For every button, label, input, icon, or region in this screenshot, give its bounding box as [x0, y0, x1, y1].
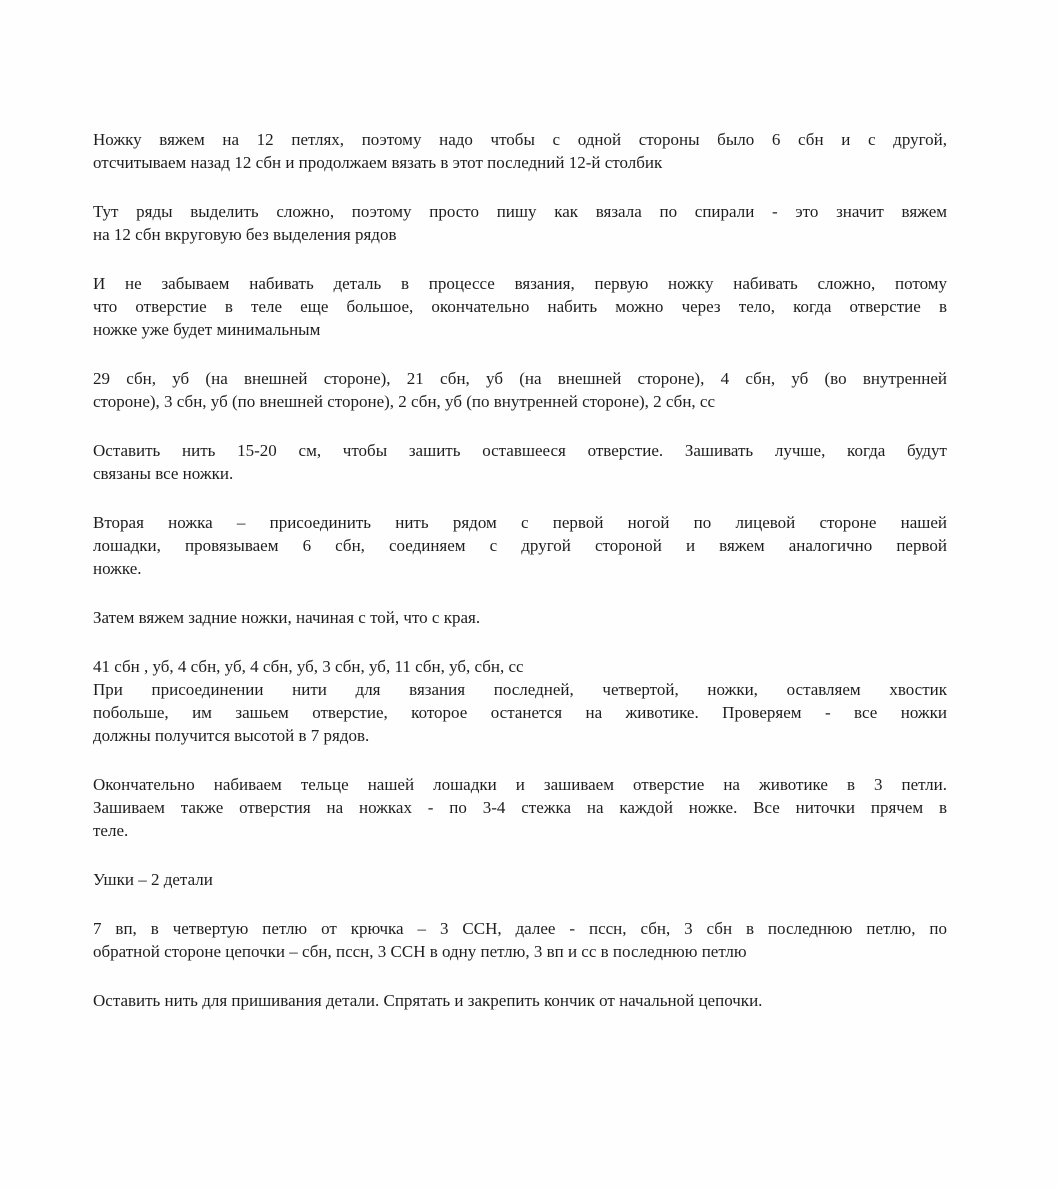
- paragraph-5: [93, 439, 947, 485]
- paragraph-11: [93, 868, 947, 891]
- paragraph-9-line-3: должны получится высотой в 7 рядов.: [93, 726, 370, 745]
- paragraph-12-line-2: обратной стороне цепочки – сбн, пссн, 3 ССН в одну петлю, 3 вп и сс в последнюю петлю: [93, 942, 747, 961]
- paragraph-3: [93, 272, 947, 341]
- paragraph-6-line-2: лошадки, провязываем 6 сбн, соединяем с другой стороной и вяжем аналогично первой: [93, 536, 947, 555]
- paragraph-6-line-1: Вторая ножка – присоединить нить рядом с первой ногой по лицевой стороне нашей: [93, 513, 947, 532]
- paragraph-8-line-1: 41 сбн , уб, 4 сбн, уб, 4 сбн, уб, 3 сбн, уб, 11 сбн, уб, сбн, сс: [93, 657, 524, 676]
- paragraph-4-line-2: стороне), 3 сбн, уб (по внешней стороне), 2 сбн, уб (по внутренней стороне), 2 сбн, сс: [93, 392, 716, 411]
- paragraph-7-line-1: Затем вяжем задние ножки, начиная с той, что с края.: [93, 608, 481, 627]
- paragraph-4: [93, 367, 947, 413]
- paragraph-10-line-2: Зашиваем также отверстия на ножках - по 3-4 стежка на каждой ножке. Все ниточки прячем в: [93, 798, 947, 817]
- paragraph-9: [93, 678, 947, 747]
- paragraph-8: [93, 655, 947, 678]
- paragraph-5-line-1: Оставить нить 15-20 см, чтобы зашить оставшееся отверстие. Зашивать лучше, когда будут: [93, 441, 947, 460]
- paragraph-3-line-2: что отверстие в теле еще большое, окончательно набить можно через тело, когда отверстие в: [93, 297, 947, 316]
- paragraph-2-line-1: Тут ряды выделить сложно, поэтому просто пишу как вязала по спирали - это значит вяжем: [93, 202, 947, 221]
- paragraph-5-line-2: связаны все ножки.: [93, 464, 234, 483]
- paragraph-2: [93, 200, 947, 246]
- paragraph-3-line-3: ножке уже будет минимальным: [93, 320, 321, 339]
- paragraph-10-line-1: Окончательно набиваем тельце нашей лошадки и зашиваем отверстие на животике в 3 петли.: [93, 775, 947, 794]
- paragraph-10-line-3: теле.: [93, 821, 129, 840]
- paragraph-3-line-1: И не забываем набивать деталь в процессе вязания, первую ножку набивать сложно, потому: [93, 274, 947, 293]
- paragraph-9-line-2: побольше, им зашьем отверстие, которое останется на животике. Проверяем - все ножки: [93, 703, 947, 722]
- paragraph-1: [93, 128, 947, 174]
- paragraph-4-line-1: 29 сбн, уб (на внешней стороне), 21 сбн, уб (на внешней стороне), 4 сбн, уб (во внутренней: [93, 369, 947, 388]
- paragraph-11-line-1: Ушки – 2 детали: [93, 870, 213, 889]
- paragraph-12: [93, 917, 947, 963]
- paragraph-6-line-3: ножке.: [93, 559, 142, 578]
- paragraph-1-line-2: отсчитываем назад 12 сбн и продолжаем вязать в этот последний 12-й столбик: [93, 153, 663, 172]
- paragraph-1-line-1: Ножку вяжем на 12 петлях, поэтому надо чтобы с одной стороны было 6 сбн и с другой,: [93, 130, 947, 149]
- paragraph-9-line-1: При присоединении нити для вязания последней, четвертой, ножки, оставляем хвостик: [93, 680, 947, 699]
- paragraph-6: [93, 511, 947, 580]
- paragraph-7: [93, 606, 947, 629]
- paragraph-2-line-2: на 12 сбн вкруговую без выделения рядов: [93, 225, 397, 244]
- paragraph-13: [93, 989, 947, 1012]
- paragraph-12-line-1: 7 вп, в четвертую петлю от крючка – 3 ССН, далее - пссн, сбн, 3 сбн в последнюю петлю, по: [93, 919, 947, 938]
- paragraph-13-line-1: Оставить нить для пришивания детали. Спрятать и закрепить кончик от начальной цепочки.: [93, 991, 763, 1010]
- paragraph-10: [93, 773, 947, 842]
